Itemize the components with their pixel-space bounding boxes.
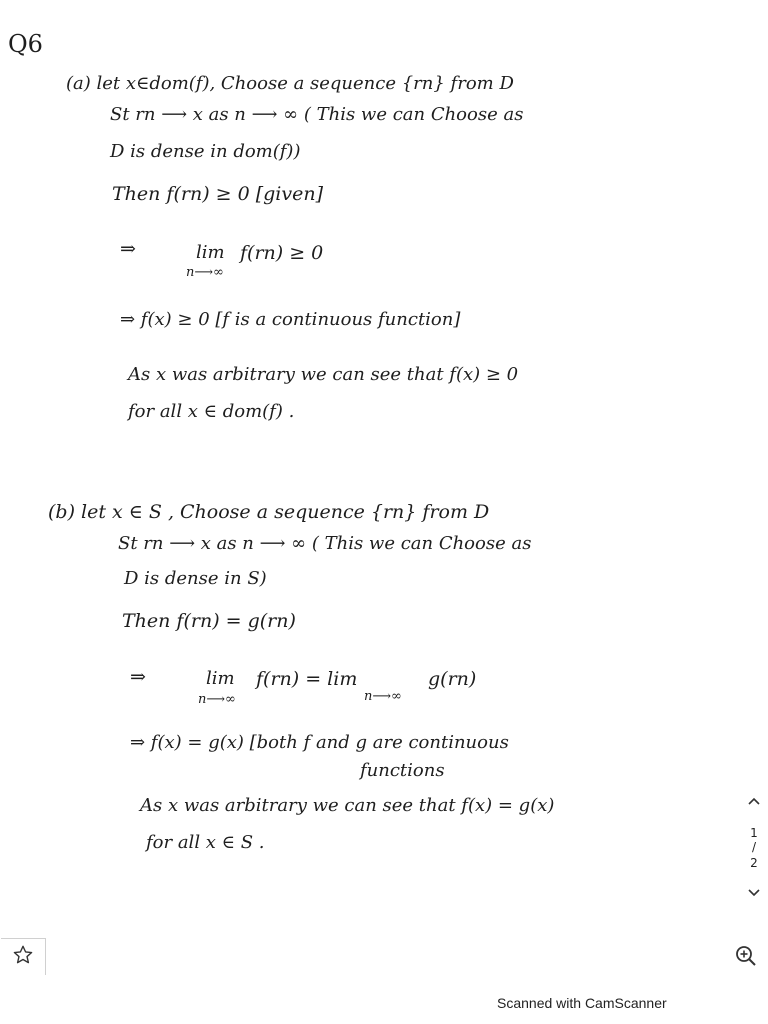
part-b-line-5-sub-2: n⟶∞ bbox=[364, 689, 402, 704]
current-page-number: 1 bbox=[750, 826, 758, 840]
part-a-line-6: ⇒ f(x) ≥ 0 [f is a continuous function] bbox=[120, 309, 461, 330]
part-b-line-7: As x was arbitrary we can see that f(x) = g(x) bbox=[140, 795, 555, 816]
part-b-line-5-lim: lim bbox=[206, 668, 235, 689]
part-a-line-3: D is dense in dom(f)) bbox=[110, 141, 301, 162]
question-label: Q6 bbox=[8, 30, 43, 58]
part-b-line-3: D is dense in S) bbox=[124, 568, 267, 589]
footer bbox=[0, 975, 768, 1024]
bookmark-button[interactable] bbox=[1, 938, 46, 976]
part-b-line-1: (b) let x ∈ S , Choose a sequence {rn} from D bbox=[48, 501, 490, 523]
part-a-line-4: Then f(rn) ≥ 0 [given] bbox=[112, 183, 324, 205]
chevron-up-icon[interactable] bbox=[744, 794, 764, 810]
part-a-line-5-arrow: ⇒ bbox=[120, 238, 136, 260]
part-b-line-6: ⇒ f(x) = g(x) [both f and g are continuous bbox=[130, 732, 509, 753]
part-a-line-2: St rn ⟶ x as n ⟶ ∞ ( This we can Choose as bbox=[110, 104, 524, 125]
part-b-line-5-arrow: ⇒ bbox=[130, 666, 146, 688]
star-icon bbox=[12, 944, 34, 970]
part-b-line-5-rest: g(rn) bbox=[428, 668, 477, 690]
part-b-line-4: Then f(rn) = g(rn) bbox=[122, 610, 296, 632]
part-b-line-5-sub-1: n⟶∞ bbox=[198, 692, 236, 707]
zoom-in-button[interactable] bbox=[728, 941, 764, 975]
part-b-line-8: for all x ∈ S . bbox=[146, 832, 265, 853]
part-b-line-6b: functions bbox=[360, 760, 445, 781]
part-a-line-5-rest: f(rn) ≥ 0 bbox=[240, 242, 324, 264]
part-a-line-5-sub: n⟶∞ bbox=[186, 265, 224, 280]
camscanner-watermark: Scanned with CamScanner bbox=[497, 995, 667, 1011]
part-b-line-5-mid: f(rn) = lim bbox=[256, 668, 358, 690]
part-a-line-5-lim: lim bbox=[196, 242, 225, 263]
chevron-down-icon[interactable] bbox=[744, 886, 764, 902]
total-page-number: 2 bbox=[750, 856, 758, 870]
part-a-line-7: As x was arbitrary we can see that f(x) ≥ 0 bbox=[128, 364, 519, 385]
part-a-line-8: for all x ∈ dom(f) . bbox=[128, 401, 295, 422]
zoom-in-icon bbox=[734, 944, 758, 972]
page-separator: / bbox=[751, 840, 757, 854]
page-navigator bbox=[738, 790, 768, 910]
part-a-line-1: (a) let x∈dom(f), Choose a sequence {rn} from D bbox=[66, 73, 514, 94]
part-b-line-2: St rn ⟶ x as n ⟶ ∞ ( This we can Choose as bbox=[118, 533, 532, 554]
